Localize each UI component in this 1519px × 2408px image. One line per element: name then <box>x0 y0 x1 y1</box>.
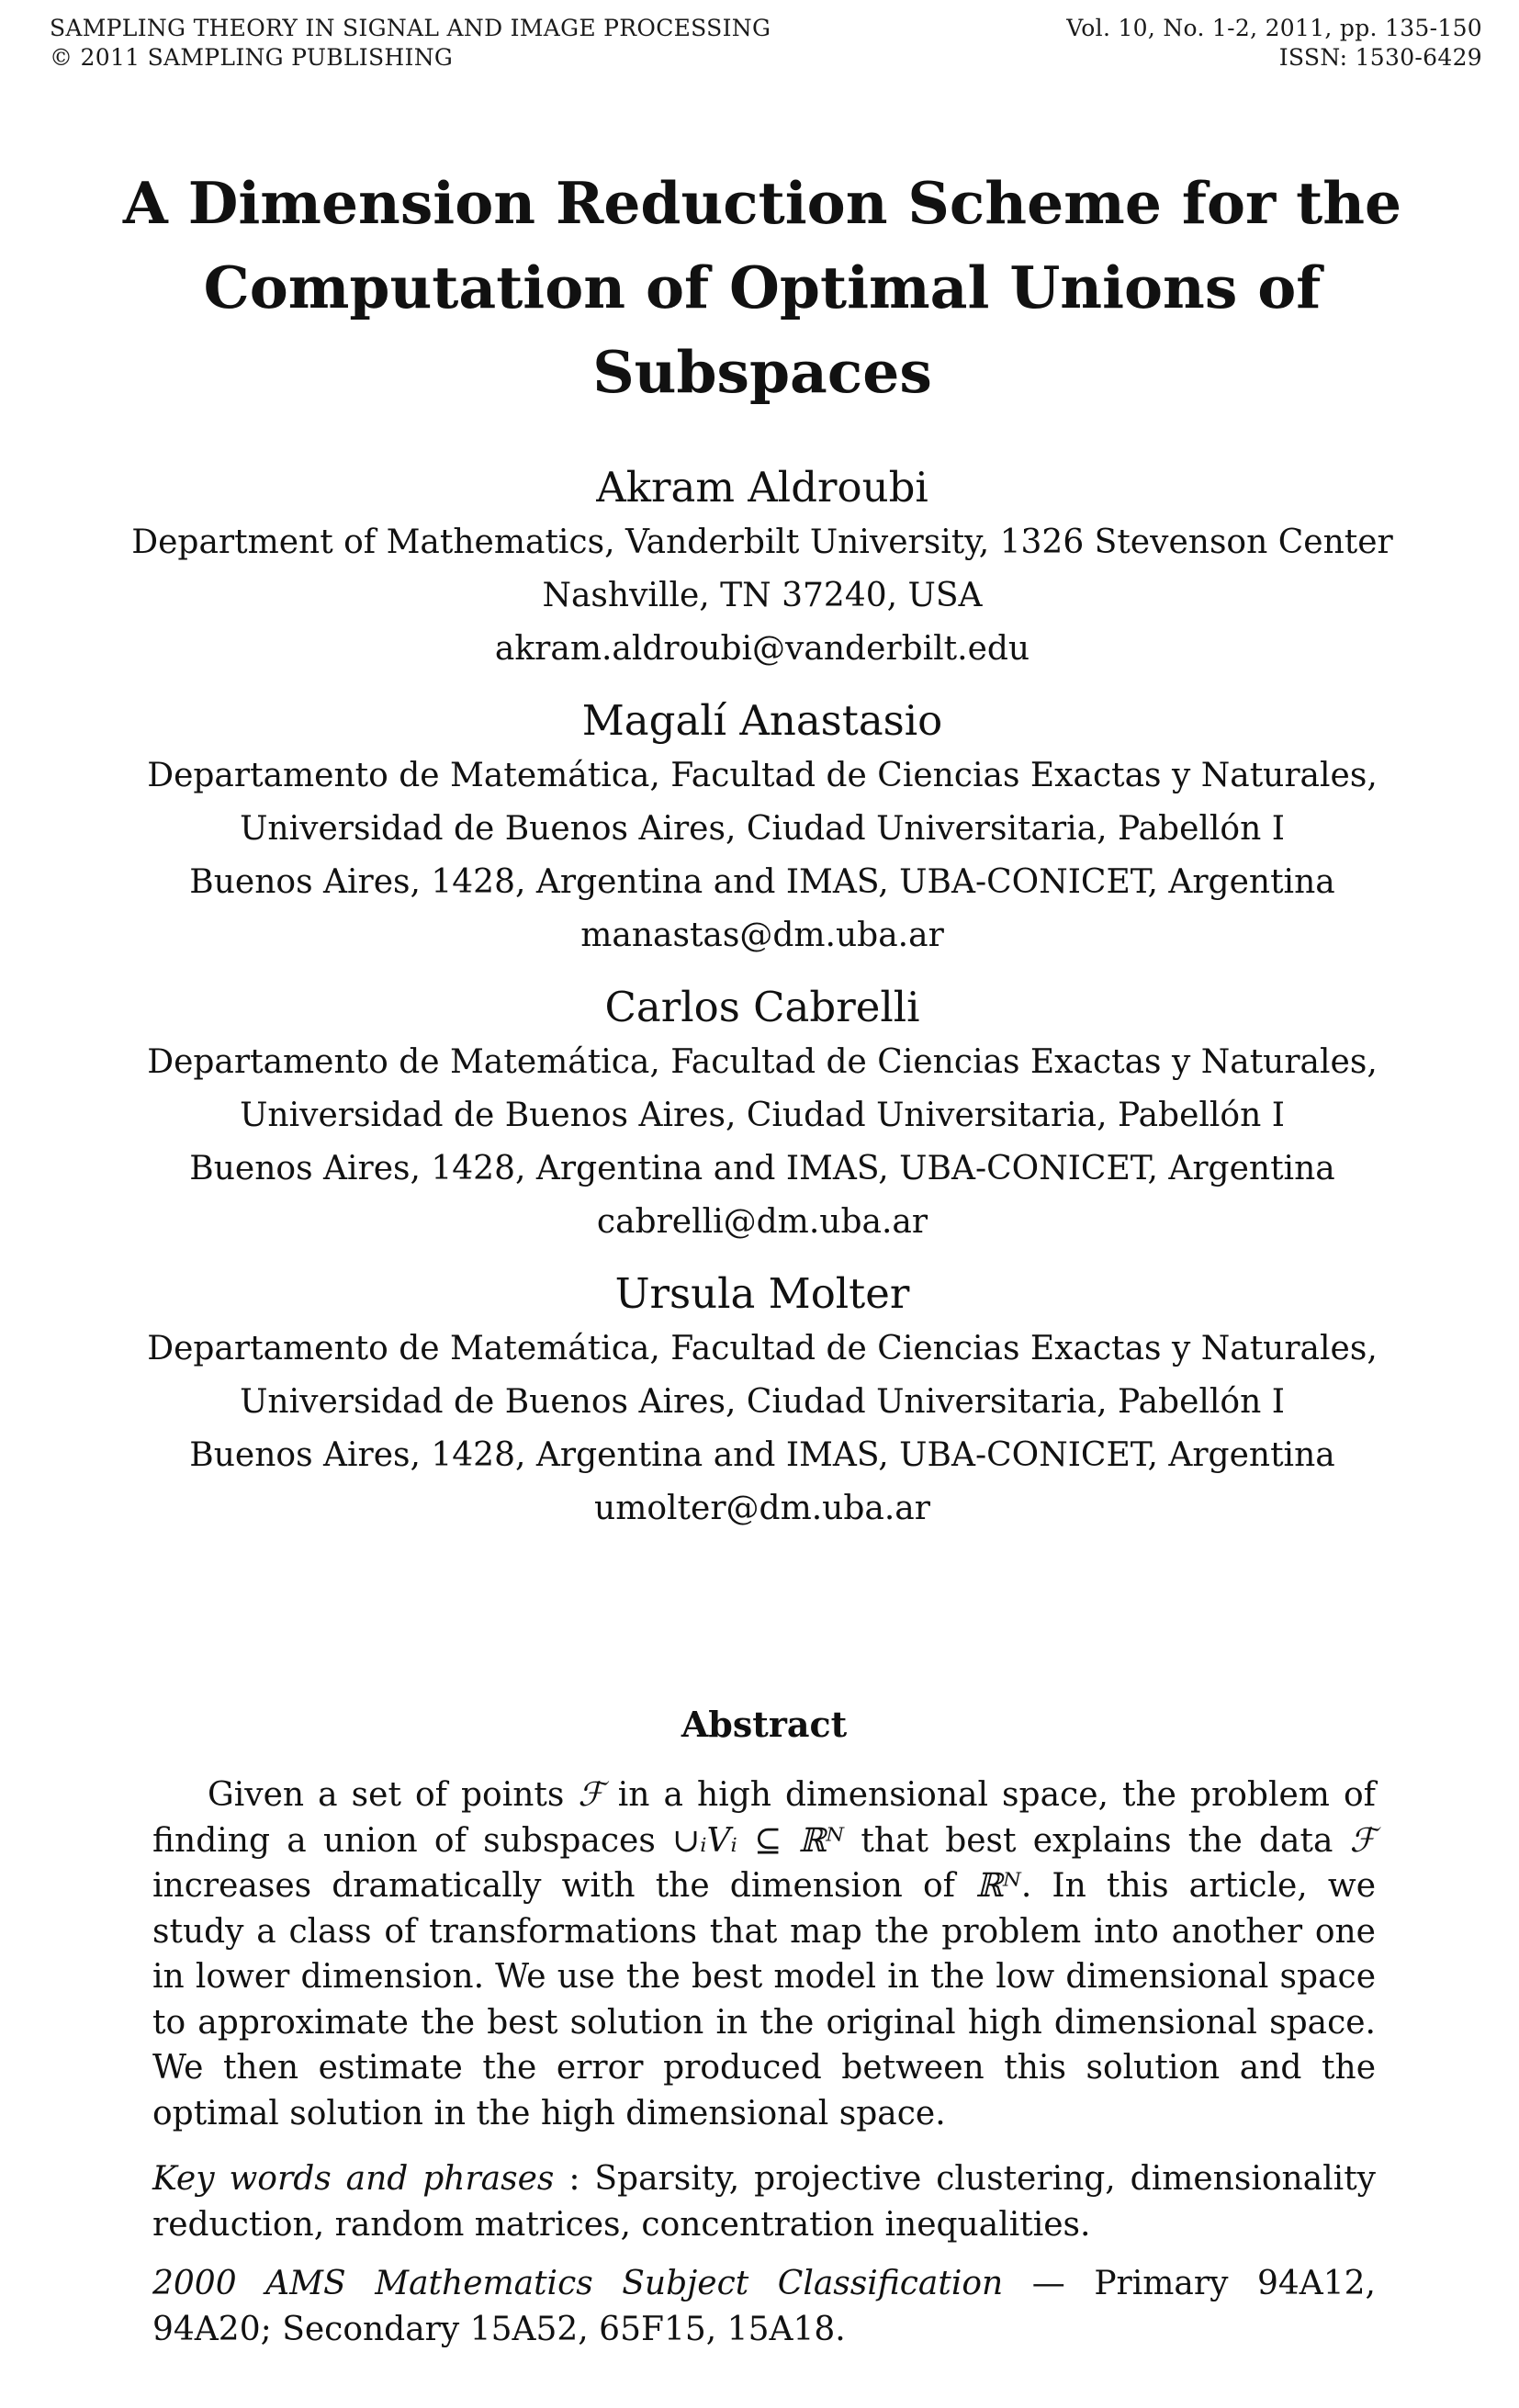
author-affiliation-line: Buenos Aires, 1428, Argentina and IMAS, UBA-CONICET, Argentina <box>189 1150 1335 1187</box>
author-affiliation-line: Universidad de Buenos Aires, Ciudad Universitaria, Pabellón I <box>240 810 1285 848</box>
title-line: Subspaces <box>592 338 932 406</box>
author-affiliation-line: Buenos Aires, 1428, Argentina and IMAS, UBA-CONICET, Argentina <box>189 863 1335 901</box>
author-name: Ursula Molter <box>614 1269 910 1318</box>
author-name: Carlos Cabrelli <box>604 983 920 1031</box>
math-symbol-F: ℱ <box>1349 1821 1376 1860</box>
author-list <box>55 459 1469 1552</box>
abstract-fragment: increases dramatically with the dimension of <box>152 1867 976 1905</box>
abstract-text <box>152 1772 1376 2136</box>
math-symbol-RN: ℝᴺ <box>975 1867 1021 1905</box>
author-email: akram.aldroubi@vanderbilt.edu <box>494 630 1030 668</box>
paper-title <box>73 161 1451 414</box>
math-union-of-subspaces: ∪ᵢVᵢ ⊆ ℝᴺ <box>672 1821 845 1860</box>
abstract-fragment: Given a set of points <box>208 1776 579 1814</box>
ams-codes: Primary 94A12, 94A20; Secondary 15A52, 65F15, 15A18. <box>152 2265 1376 2348</box>
keywords-separator: : <box>554 2160 595 2198</box>
journal-name: SAMPLING THEORY IN SIGNAL AND IMAGE PROCESSING <box>50 15 771 41</box>
title-line: Computation of Optimal Unions of <box>203 253 1322 321</box>
author-affiliation-line: Departamento de Matemática, Facultad de Ciencias Exactas y Naturales, <box>147 1330 1378 1367</box>
abstract-heading: Abstract <box>681 1704 848 1745</box>
abstract-fragment: . In this article, we study a class of transformations that map the problem into another one in lower dimension. We use the best model in the low dimensional space to approximate the best solution in the original high dimensional space. We then estimate the error produced between this solution and the optimal solution in the high dimensional space. <box>152 1867 1376 2132</box>
author-email: cabrelli@dm.uba.ar <box>596 1203 928 1241</box>
keywords-paragraph <box>152 2156 1376 2248</box>
copyright-line: © 2011 SAMPLING PUBLISHING <box>50 44 454 71</box>
author-affiliation-line: Departamento de Matemática, Facultad de Ciencias Exactas y Naturales, <box>147 757 1378 794</box>
keywords-label: Key words and phrases <box>152 2160 555 2198</box>
author-affiliation-line: Departamento de Matemática, Facultad de Ciencias Exactas y Naturales, <box>147 1043 1378 1081</box>
author-affiliation-line: Universidad de Buenos Aires, Ciudad Universitaria, Pabellón I <box>240 1383 1285 1421</box>
issn: ISSN: 1530-6429 <box>1278 44 1482 71</box>
ams-label: 2000 AMS Mathematics Subject Classification <box>152 2265 1004 2302</box>
running-header-left <box>50 14 771 73</box>
ams-separator: — <box>1003 2265 1095 2302</box>
running-header-right <box>1066 14 1482 73</box>
author-block <box>55 692 1469 962</box>
math-symbol-F: ℱ <box>578 1776 604 1814</box>
author-name: Magalí Anastasio <box>581 696 943 745</box>
author-affiliation-line: Nashville, TN 37240, USA <box>542 577 983 614</box>
keywords-text: Sparsity, projective clustering, dimensionality reduction, random matrices, concentration inequalities. <box>152 2160 1377 2244</box>
ams-classification <box>152 2261 1376 2353</box>
abstract-fragment: in a high dimensional space, the problem of finding a union of subspaces <box>152 1776 1376 1860</box>
author-name: Akram Aldroubi <box>596 463 928 512</box>
author-affiliation-line: Universidad de Buenos Aires, Ciudad Universitaria, Pabellón I <box>240 1097 1285 1134</box>
author-email: umolter@dm.uba.ar <box>594 1490 930 1527</box>
author-affiliation-line: Buenos Aires, 1428, Argentina and IMAS, UBA-CONICET, Argentina <box>189 1436 1335 1474</box>
volume-info: Vol. 10, No. 1-2, 2011, pp. 135-150 <box>1066 15 1482 41</box>
abstract-fragment: that best explains the data <box>844 1821 1350 1860</box>
author-affiliation-line: Department of Mathematics, Vanderbilt University, 1326 Stevenson Center <box>131 523 1393 561</box>
author-block <box>55 1266 1469 1536</box>
author-block <box>55 459 1469 676</box>
author-block <box>55 979 1469 1249</box>
title-line: A Dimension Reduction Scheme for the <box>122 169 1402 237</box>
author-email: manastas@dm.uba.ar <box>580 917 944 954</box>
